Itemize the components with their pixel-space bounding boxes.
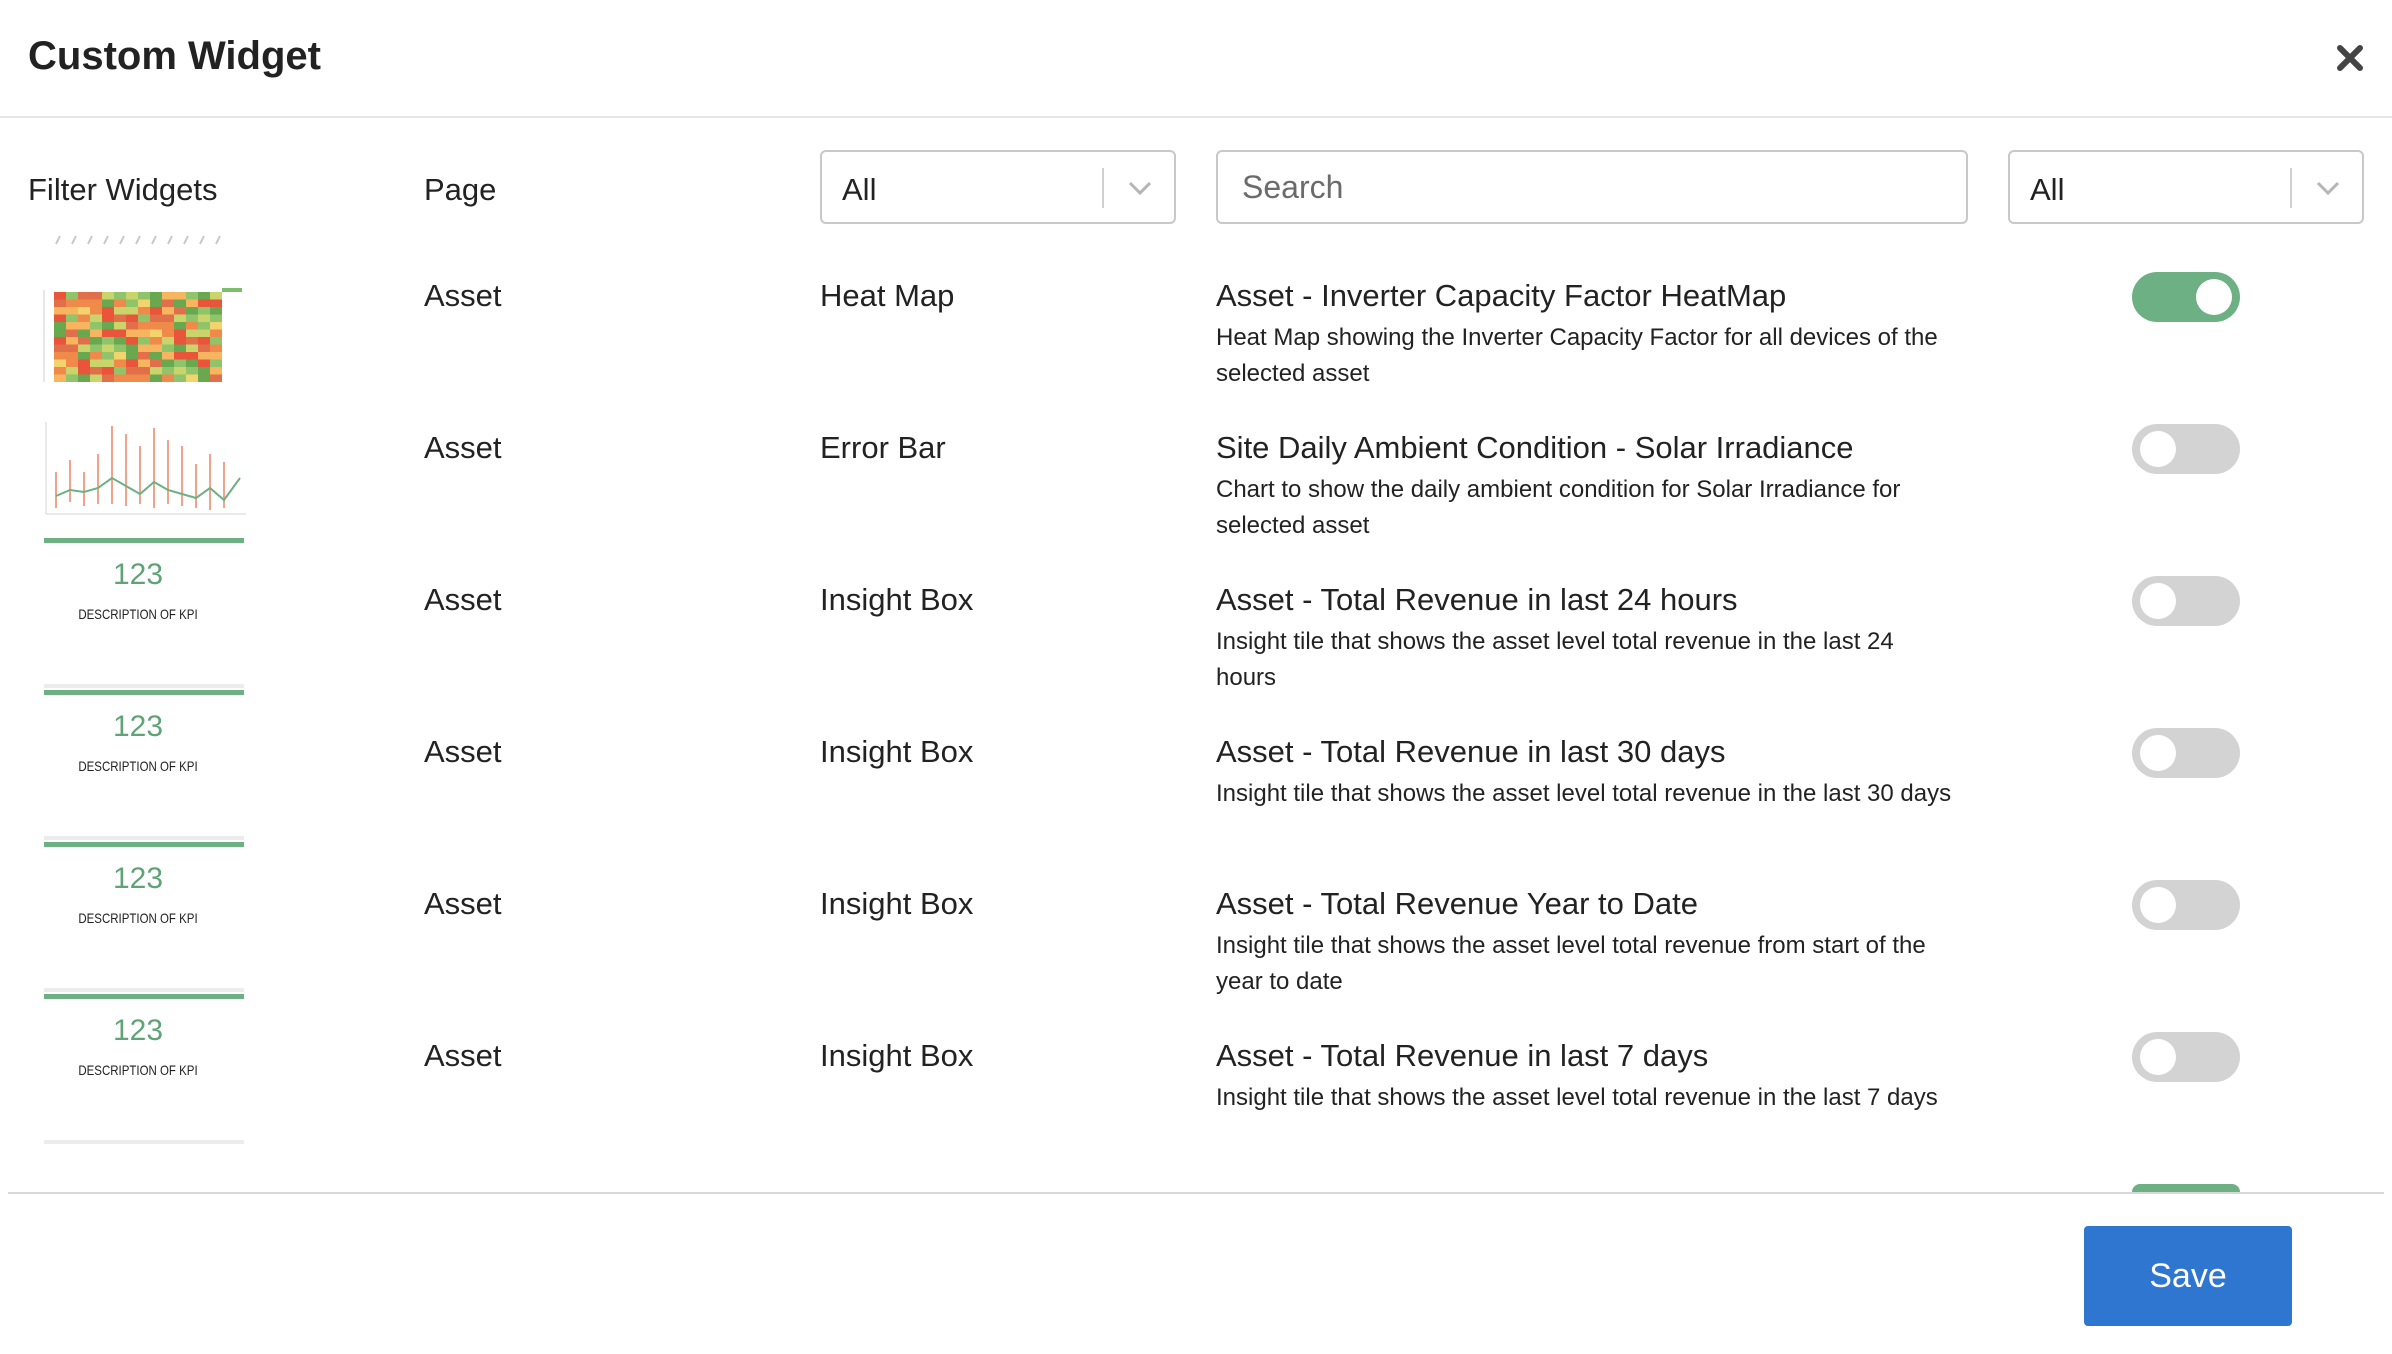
heatmap-cell <box>90 367 102 375</box>
heatmap-cell <box>114 300 126 308</box>
heatmap-cell <box>78 375 90 383</box>
heatmap-cell <box>78 367 90 375</box>
heatmap-cell <box>126 345 138 353</box>
heatmap-cell <box>186 307 198 315</box>
heatmap-cell <box>138 337 150 345</box>
heatmap-cell <box>78 322 90 330</box>
heatmap-cell <box>186 292 198 300</box>
heatmap-cell <box>174 307 186 315</box>
heatmap-cell <box>198 367 210 375</box>
heatmap-cell <box>150 315 162 323</box>
heatmap-cell <box>54 345 66 353</box>
heatmap-cell <box>186 315 198 323</box>
kpi-value: 123 <box>112 1014 164 1047</box>
heatmap-cell <box>54 375 66 383</box>
heatmap-cell <box>186 300 198 308</box>
heatmap-cell <box>162 330 174 338</box>
heatmap-cell <box>174 315 186 323</box>
heatmap-cell <box>66 367 78 375</box>
heatmap-cell <box>66 330 78 338</box>
widget-description: Chart to show the daily ambient condition for Solar Irradiance for selected asset <box>1216 476 1901 539</box>
widget-type-select-value: All <box>842 172 877 207</box>
chevron-down-icon <box>2314 176 2342 200</box>
next-row-toggle-partial[interactable] <box>2132 1184 2240 1192</box>
heatmap-cell <box>198 352 210 360</box>
heatmap-cell <box>174 337 186 345</box>
heatmap-cell <box>210 367 222 375</box>
heatmap-cell <box>150 345 162 353</box>
heatmap-cell <box>90 345 102 353</box>
heatmap-cell <box>138 307 150 315</box>
heatmap-cell <box>102 300 114 308</box>
widget-type: Insight Box <box>820 582 974 617</box>
heatmap-cell <box>54 360 66 368</box>
heatmap-cell <box>162 367 174 375</box>
heatmap-cell <box>102 315 114 323</box>
kpi-thumbnail <box>40 536 246 686</box>
heatmap-cell <box>102 292 114 300</box>
heatmap-cell <box>78 337 90 345</box>
widget-page: Asset <box>424 1038 502 1073</box>
widget-type: Error Bar <box>820 430 946 465</box>
widget-type-select[interactable] <box>820 150 1176 224</box>
heatmap-cell <box>90 330 102 338</box>
heatmap-cell <box>90 315 102 323</box>
heatmap-cell <box>174 360 186 368</box>
heatmap-cell <box>198 300 210 308</box>
heatmap-cell <box>174 322 186 330</box>
heatmap-cell <box>90 322 102 330</box>
heatmap-cell <box>78 352 90 360</box>
heatmap-cell <box>150 300 162 308</box>
widget-toggle[interactable] <box>2132 880 2240 930</box>
heatmap-cell <box>66 292 78 300</box>
kpi-value: 123 <box>112 862 164 895</box>
heatmap-cell <box>138 352 150 360</box>
widget-toggle[interactable] <box>2132 576 2240 626</box>
heatmap-cell <box>210 300 222 308</box>
heatmap-cell <box>66 300 78 308</box>
heatmap-cell <box>210 345 222 353</box>
heatmap-cell <box>162 352 174 360</box>
heatmap-cell <box>162 307 174 315</box>
search-input[interactable] <box>1216 150 1968 224</box>
heatmap-cell <box>114 337 126 345</box>
heatmap-cell <box>66 337 78 345</box>
heatmap-cell <box>66 307 78 315</box>
kpi-accent-bar <box>44 690 244 695</box>
heatmap-cell <box>138 367 150 375</box>
heatmap-cell <box>78 315 90 323</box>
heatmap-cell <box>138 322 150 330</box>
page-label: Page <box>424 172 497 207</box>
heatmap-cell <box>90 300 102 308</box>
widget-title: Site Daily Ambient Condition - Solar Irradiance <box>1216 430 1854 465</box>
heatmap-cell <box>174 345 186 353</box>
widget-title: Asset - Total Revenue in last 7 days <box>1216 1038 1709 1073</box>
heatmap-cell <box>78 330 90 338</box>
heatmap-cell <box>198 292 210 300</box>
widget-toggle[interactable] <box>2132 728 2240 778</box>
heatmap-cell <box>126 375 138 383</box>
kpi-accent-bar <box>44 994 244 999</box>
heatmap-cell <box>210 337 222 345</box>
heatmap-cell <box>114 360 126 368</box>
heatmap-cell <box>114 375 126 383</box>
widget-page: Asset <box>424 430 502 465</box>
widget-row <box>0 688 2392 840</box>
kpi-thumbnail <box>40 840 246 990</box>
kpi-bottom-border <box>44 1140 244 1144</box>
heatmap-cell <box>126 300 138 308</box>
heatmap-cell <box>66 322 78 330</box>
widget-row <box>0 840 2392 995</box>
heatmap-cell <box>186 367 198 375</box>
widget-description: Insight tile that shows the asset level total revenue in the last 24 hours <box>1216 628 1894 691</box>
chevron-down-icon <box>1126 176 1154 200</box>
heatmap-cell <box>210 352 222 360</box>
modal-title: Custom Widget <box>28 34 321 78</box>
heatmap-cell <box>138 292 150 300</box>
heatmap-cell <box>186 322 198 330</box>
heatmap-cell <box>102 345 114 353</box>
heatmap-cell <box>210 360 222 368</box>
heatmap-cell <box>210 315 222 323</box>
heatmap-cell <box>210 330 222 338</box>
widget-row <box>0 384 2392 539</box>
heatmap-cell <box>126 330 138 338</box>
heatmap-cell <box>126 292 138 300</box>
heatmap-cell <box>198 337 210 345</box>
heatmap-cell <box>126 315 138 323</box>
widget-row <box>0 536 2392 691</box>
heatmap-cell <box>186 352 198 360</box>
heatmap-cell <box>138 345 150 353</box>
kpi-thumbnail <box>40 992 246 1142</box>
heatmap-cell <box>150 375 162 383</box>
heatmap-cell <box>162 300 174 308</box>
heatmap-cell <box>78 345 90 353</box>
toggle-knob <box>2140 887 2176 923</box>
heatmap-cell <box>102 352 114 360</box>
save-button[interactable]: Save <box>2084 1226 2292 1326</box>
widget-description: Insight tile that shows the asset level total revenue from start of the year to date <box>1216 932 1926 995</box>
heatmap-cell <box>54 300 66 308</box>
heatmap-cell <box>126 360 138 368</box>
widget-toggle[interactable] <box>2132 1032 2240 1082</box>
widget-row <box>0 992 2392 1144</box>
heatmap-cell <box>210 292 222 300</box>
heatmap-cell <box>114 307 126 315</box>
heatmap-cell <box>90 352 102 360</box>
widget-list <box>0 232 2392 1192</box>
heatmap-cell <box>210 322 222 330</box>
heatmap-cell <box>114 345 126 353</box>
kpi-thumbnail <box>40 688 246 838</box>
widget-type: Insight Box <box>820 886 974 921</box>
heatmap-cell <box>198 307 210 315</box>
heatmap-cell <box>102 375 114 383</box>
errorbar-thumbnail <box>40 384 246 534</box>
heatmap-cell <box>174 300 186 308</box>
heatmap-cell <box>186 330 198 338</box>
heatmap-cell <box>102 367 114 375</box>
heatmap-cell <box>138 315 150 323</box>
heatmap-cell <box>198 345 210 353</box>
filter-bar <box>0 150 2392 228</box>
widget-title: Asset - Total Revenue in last 24 hours <box>1216 582 1738 617</box>
heatmap-cell <box>102 330 114 338</box>
widget-type: Heat Map <box>820 278 955 313</box>
heatmap-cell <box>78 292 90 300</box>
kpi-caption: DESCRIPTION OF KPI <box>78 910 198 926</box>
heatmap-cell <box>66 315 78 323</box>
heatmap-cell <box>210 375 222 383</box>
toggle-knob <box>2140 1039 2176 1075</box>
heatmap-cell <box>162 292 174 300</box>
heatmap-cell <box>66 375 78 383</box>
heatmap-cell <box>126 352 138 360</box>
heatmap-cell <box>54 292 66 300</box>
heatmap-cell <box>150 360 162 368</box>
heatmap-cell <box>66 352 78 360</box>
heatmap-cell <box>78 307 90 315</box>
heatmap-cell <box>162 345 174 353</box>
widget-page: Asset <box>424 278 502 313</box>
heatmap-cell <box>162 337 174 345</box>
widget-toggle[interactable] <box>2132 424 2240 474</box>
heatmap-cell <box>102 307 114 315</box>
heatmap-cell <box>162 360 174 368</box>
heatmap-cell <box>114 330 126 338</box>
footer-divider <box>8 1192 2384 1194</box>
heatmap-cell <box>66 360 78 368</box>
heatmap-cell <box>174 367 186 375</box>
heatmap-cell <box>90 307 102 315</box>
kpi-accent-bar <box>44 842 244 847</box>
close-icon[interactable] <box>2330 38 2370 78</box>
heatmap-cell <box>162 315 174 323</box>
heatmap-cell <box>90 375 102 383</box>
heatmap-cell <box>186 375 198 383</box>
widget-row <box>0 232 2392 387</box>
heatmap-cell <box>54 322 66 330</box>
heatmap-cell <box>114 315 126 323</box>
heatmap-cell <box>66 345 78 353</box>
heatmap-cell <box>162 322 174 330</box>
heatmap-cell <box>102 322 114 330</box>
heatmap-cell <box>90 360 102 368</box>
heatmap-cell <box>174 375 186 383</box>
widget-page: Asset <box>424 582 502 617</box>
heatmap-cell <box>198 375 210 383</box>
toggle-knob <box>2140 735 2176 771</box>
toggle-knob <box>2140 431 2176 467</box>
status-select[interactable] <box>2008 150 2364 224</box>
heatmap-cell <box>78 300 90 308</box>
heatmap-cell <box>138 300 150 308</box>
kpi-caption: DESCRIPTION OF KPI <box>78 1062 198 1078</box>
heatmap-cell <box>114 292 126 300</box>
heatmap-cell <box>150 307 162 315</box>
heatmap-cell <box>54 307 66 315</box>
heatmap-cell <box>54 330 66 338</box>
widget-title: Asset - Inverter Capacity Factor HeatMap <box>1216 278 1787 313</box>
kpi-value: 123 <box>112 710 164 743</box>
widget-description: Insight tile that shows the asset level total revenue in the last 30 days <box>1216 780 1952 807</box>
heatmap-cell <box>126 367 138 375</box>
heatmap-cell <box>138 375 150 383</box>
heatmap-cell <box>198 330 210 338</box>
heatmap-cell <box>150 352 162 360</box>
widget-toggle[interactable] <box>2132 272 2240 322</box>
heatmap-cell <box>150 367 162 375</box>
heatmap-cell <box>114 367 126 375</box>
heatmap-thumbnail <box>40 232 246 382</box>
heatmap-cell <box>174 352 186 360</box>
heatmap-cell <box>186 345 198 353</box>
heatmap-cell <box>198 360 210 368</box>
heatmap-cell <box>90 292 102 300</box>
heatmap-cell <box>54 367 66 375</box>
widget-description: Insight tile that shows the asset level total revenue in the last 7 days <box>1216 1084 1938 1111</box>
heatmap-cell <box>102 360 114 368</box>
kpi-accent-bar <box>44 538 244 543</box>
heatmap-cell <box>138 330 150 338</box>
heatmap-cell <box>150 322 162 330</box>
heatmap-cell <box>54 337 66 345</box>
widget-type: Insight Box <box>820 734 974 769</box>
kpi-caption: DESCRIPTION OF KPI <box>78 758 198 774</box>
widget-page: Asset <box>424 886 502 921</box>
heatmap-cell <box>126 337 138 345</box>
heatmap-cell <box>90 337 102 345</box>
widget-title: Asset - Total Revenue Year to Date <box>1216 886 1698 921</box>
toggle-knob <box>2196 279 2232 315</box>
heatmap-cell <box>150 337 162 345</box>
toggle-knob <box>2140 583 2176 619</box>
widget-title: Asset - Total Revenue in last 30 days <box>1216 734 1726 769</box>
heatmap-cell <box>54 352 66 360</box>
heatmap-cell <box>54 315 66 323</box>
heatmap-cell <box>114 352 126 360</box>
select-divider <box>2290 168 2292 208</box>
heatmap-cell <box>186 337 198 345</box>
filter-widgets-label: Filter Widgets <box>28 172 218 207</box>
kpi-caption: DESCRIPTION OF KPI <box>78 606 198 622</box>
select-divider <box>1102 168 1104 208</box>
heatmap-cell <box>162 375 174 383</box>
heatmap-cell <box>126 322 138 330</box>
widget-type: Insight Box <box>820 1038 974 1073</box>
heatmap-cell <box>198 315 210 323</box>
heatmap-cell <box>186 360 198 368</box>
heatmap-cell <box>138 360 150 368</box>
heatmap-cell <box>198 322 210 330</box>
heatmap-cell <box>150 330 162 338</box>
modal-header <box>0 0 2392 118</box>
status-select-value: All <box>2030 172 2065 207</box>
heatmap-cell <box>114 322 126 330</box>
kpi-value: 123 <box>112 558 164 591</box>
heatmap-cell <box>210 307 222 315</box>
widget-page: Asset <box>424 734 502 769</box>
heatmap-cell <box>78 360 90 368</box>
heatmap-cell <box>174 292 186 300</box>
widget-description: Heat Map showing the Inverter Capacity Factor for all devices of the selected asset <box>1216 324 1938 387</box>
heatmap-cell <box>126 307 138 315</box>
heatmap-cell <box>150 292 162 300</box>
heatmap-cell <box>102 337 114 345</box>
heatmap-cell <box>174 330 186 338</box>
